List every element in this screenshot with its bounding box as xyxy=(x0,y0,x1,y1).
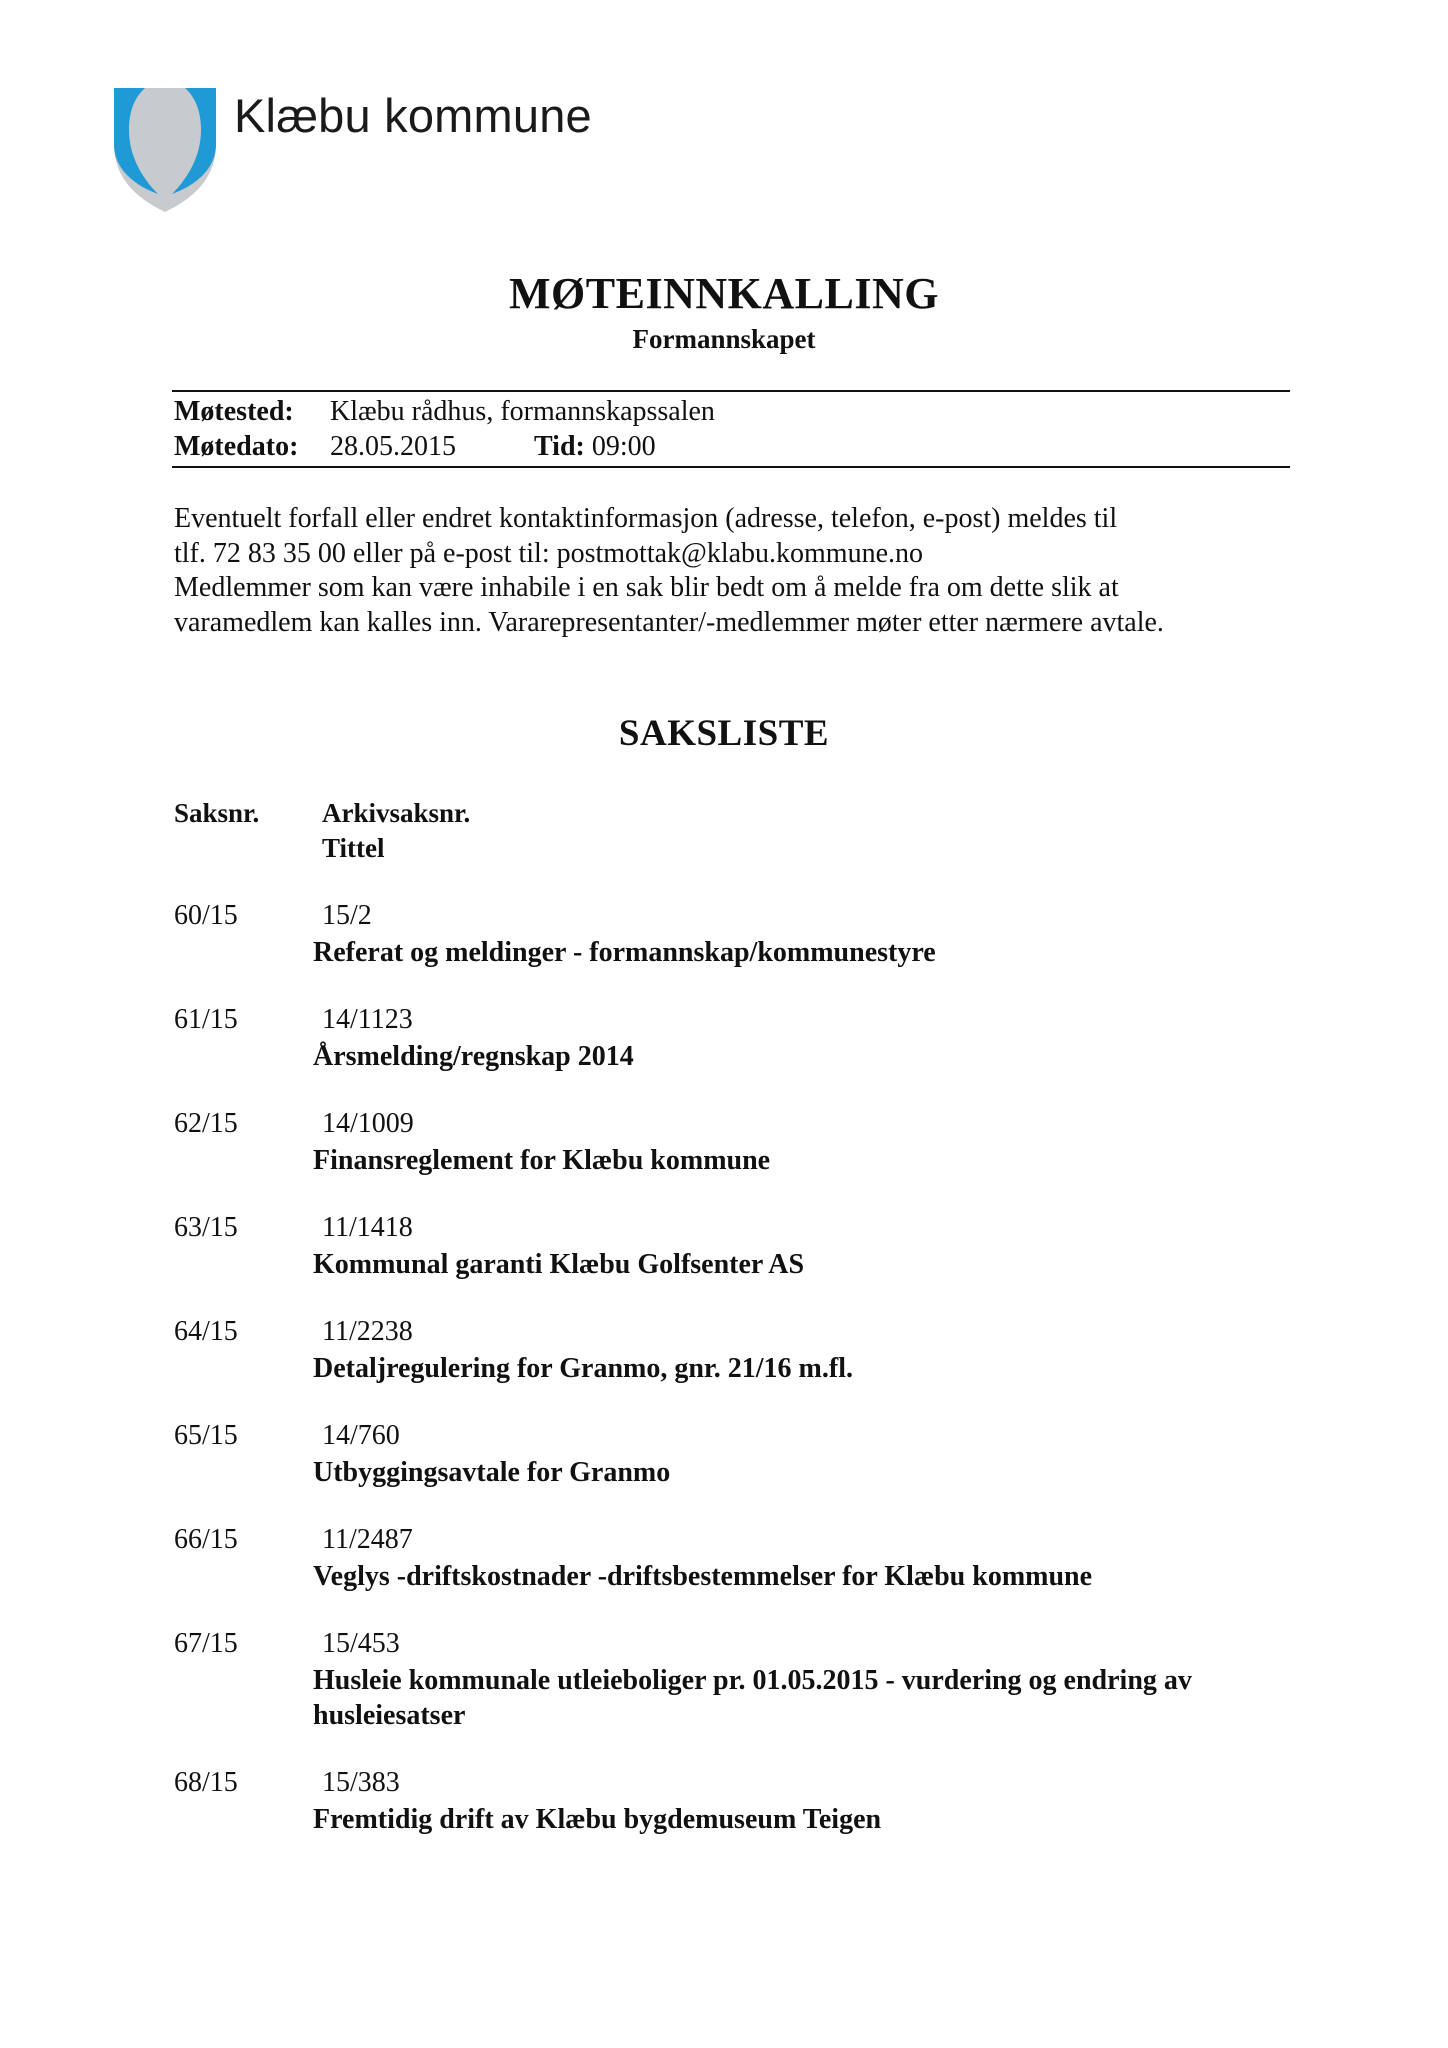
case-number: 68/15 xyxy=(174,1767,238,1798)
archive-number: 14/1009 xyxy=(322,1108,414,1139)
notice-line: varamedlem kan kalles inn. Vararepresentanter/-medlemmer møter etter nærmere avtale. xyxy=(174,606,1164,638)
meeting-date-value: 28.05.2015 xyxy=(330,431,456,462)
document-title: MØTEINNKALLING xyxy=(509,269,939,318)
case-number: 64/15 xyxy=(174,1316,238,1347)
case-title: Årsmelding/regnskap 2014 xyxy=(313,1041,634,1072)
info-top-divider xyxy=(172,390,1290,392)
case-title: Referat og meldinger - formannskap/kommunestyre xyxy=(313,937,936,968)
case-item xyxy=(0,1767,1448,1867)
case-number: 62/15 xyxy=(174,1108,238,1139)
municipality-name: Klæbu kommune xyxy=(234,89,592,142)
archive-number: 14/760 xyxy=(322,1420,400,1451)
case-title: Veglys -driftskostnader -driftsbestemmelser for Klæbu kommune xyxy=(313,1561,1093,1592)
case-title: Detaljregulering for Granmo, gnr. 21/16 m.fl. xyxy=(313,1353,853,1384)
case-number: 65/15 xyxy=(174,1420,238,1451)
case-item xyxy=(0,900,1448,1000)
archive-number: 14/1123 xyxy=(322,1004,413,1035)
meeting-date-label: Møtedato: xyxy=(174,431,299,462)
case-number: 67/15 xyxy=(174,1628,238,1659)
case-item xyxy=(0,1420,1448,1520)
case-number: 63/15 xyxy=(174,1212,238,1243)
archive-number: 15/453 xyxy=(322,1628,400,1659)
case-item xyxy=(0,1004,1448,1104)
archive-number: 15/383 xyxy=(322,1767,400,1798)
notice-paragraph xyxy=(174,502,1294,640)
case-number: 60/15 xyxy=(174,900,238,931)
case-item xyxy=(0,1524,1448,1624)
case-item xyxy=(0,1108,1448,1208)
meeting-place-label: Møtested: xyxy=(174,396,294,427)
case-title: Finansreglement for Klæbu kommune xyxy=(313,1145,771,1176)
case-number: 61/15 xyxy=(174,1004,238,1035)
archive-number: 11/2238 xyxy=(322,1316,413,1347)
archive-number: 15/2 xyxy=(322,900,372,931)
info-bottom-divider xyxy=(172,466,1290,468)
document-subtitle: Formannskapet xyxy=(632,324,816,354)
column-header-archive-no: Arkivsaksnr. xyxy=(322,798,471,828)
meeting-place-value: Klæbu rådhus, formannskapssalen xyxy=(330,396,715,427)
notice-line: tlf. 72 83 35 00 eller på e-post til: postmottak@klabu.kommune.no xyxy=(174,537,924,569)
archive-number: 11/2487 xyxy=(322,1524,413,1555)
meeting-place-row xyxy=(174,396,715,428)
meeting-time-value: 09:00 xyxy=(591,431,656,462)
notice-line: Medlemmer som kan være inhabile i en sak blir bedt om å melde fra om dette slik at xyxy=(174,572,1119,603)
case-list-heading: SAKSLISTE xyxy=(618,713,830,754)
case-number: 66/15 xyxy=(174,1524,238,1555)
notice-line: Eventuelt forfall eller endret kontaktinformasjon (adresse, telefon, e-post) meldes til xyxy=(174,503,1118,534)
meeting-date-row xyxy=(174,431,656,463)
case-title: Fremtidig drift av Klæbu bygdemuseum Teigen xyxy=(313,1804,882,1835)
case-item xyxy=(0,1212,1448,1312)
meeting-time-label: Tid: xyxy=(534,431,585,462)
case-title: Utbyggingsavtale for Granmo xyxy=(313,1457,671,1488)
case-title: Husleie kommunale utleieboliger pr. 01.05.2015 - vurdering og endring av husleiesatser xyxy=(313,1665,1192,1731)
coat-of-arms-logo xyxy=(112,86,218,214)
column-header-title: Tittel xyxy=(322,833,385,863)
column-header-case-no: Saksnr. xyxy=(174,798,260,828)
case-title: Kommunal garanti Klæbu Golfsenter AS xyxy=(313,1249,805,1280)
case-item xyxy=(0,1316,1448,1416)
case-item xyxy=(0,1628,1448,1758)
archive-number: 11/1418 xyxy=(322,1212,413,1243)
